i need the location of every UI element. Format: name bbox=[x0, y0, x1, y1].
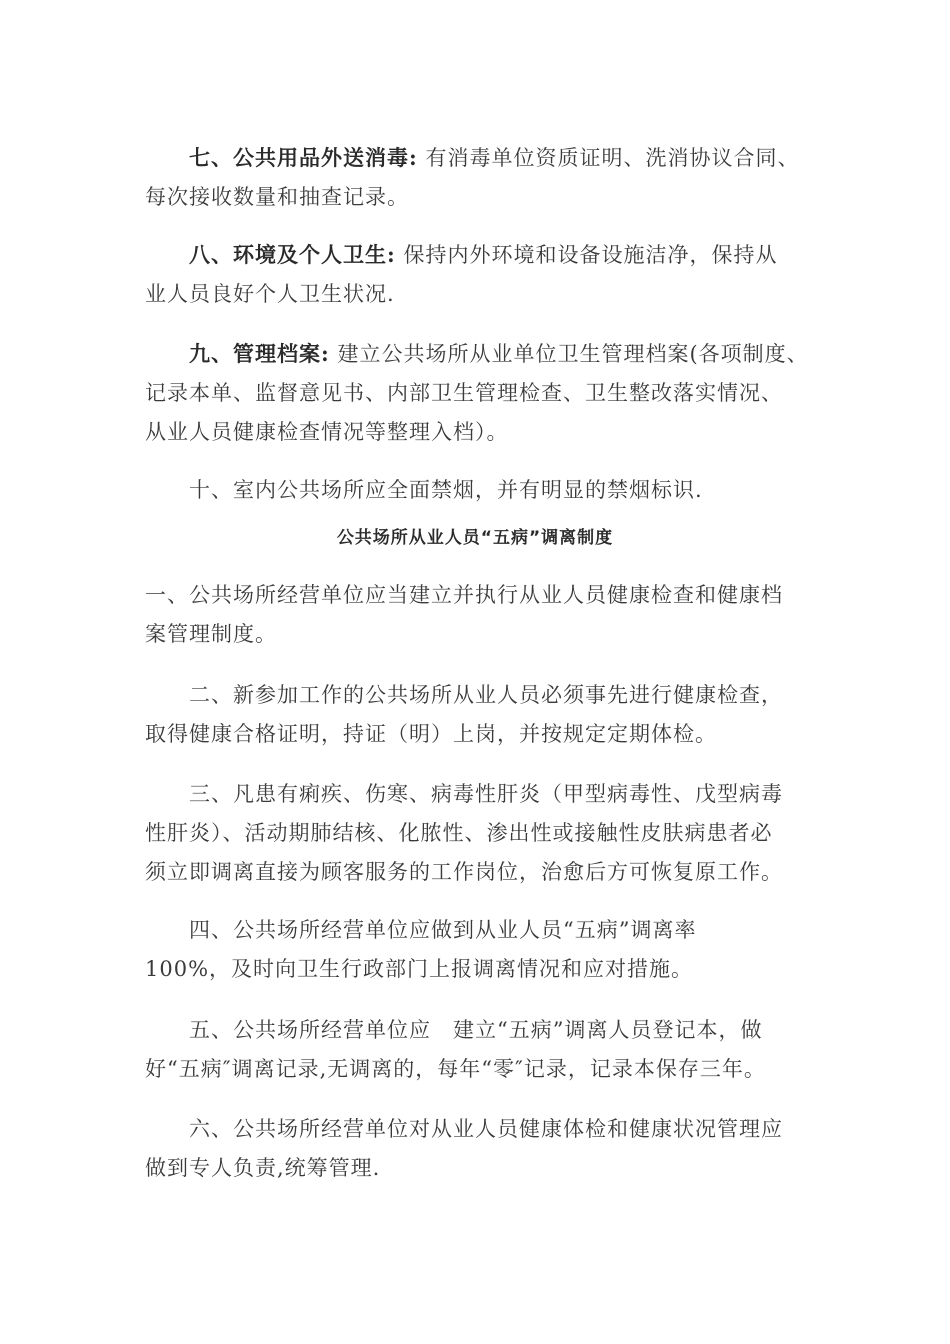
rule-2-paragraph bbox=[145, 676, 825, 754]
section-heading: 公共场所从业人员“五病”调离制度 bbox=[336, 528, 614, 548]
item-8-paragraph bbox=[145, 235, 825, 314]
rule-6-paragraph bbox=[145, 1110, 825, 1188]
item-7-label: 七、公共用品外送消毒: bbox=[189, 145, 418, 170]
item-9-line-3: 从业人员健康检查情况等整理入档）。 bbox=[145, 420, 509, 444]
item-9-text-1: 建立公共场所从业单位卫生管理档案(各项制度、 bbox=[337, 342, 809, 366]
rule-6-line-2: 做到专人负责,统筹管理. bbox=[145, 1156, 381, 1180]
item-7-line-2: 每次接收数量和抽查记录。 bbox=[145, 185, 409, 209]
item-9-line-1 bbox=[145, 334, 825, 374]
rule-3-paragraph bbox=[145, 775, 825, 892]
rule-3-line-1: 三、凡患有痢疾、伤寒、病毒性肝炎（甲型病毒性、戊型病毒 bbox=[189, 782, 783, 806]
rule-4-line-1: 四、公共场所经营单位应做到从业人员“五病”调离率 bbox=[189, 918, 697, 942]
rule-5-paragraph bbox=[145, 1011, 825, 1089]
rule-5-line-2: 好“五病″调离记录,无调离的，每年“零″记录，记录本保存三年。 bbox=[145, 1057, 766, 1081]
rule-3-line-2: 性肝炎）、活动期肺结核、化脓性、渗出性或接触性皮肤病患者必 bbox=[145, 821, 773, 845]
rule-3-line-3: 须立即调离直接为顾客服务的工作岗位，治愈后方可恢复原工作。 bbox=[145, 860, 783, 884]
rule-4-line-2: 100%，及时向卫生行政部门上报调离情况和应对措施。 bbox=[145, 957, 694, 981]
item-10-paragraph bbox=[145, 471, 825, 510]
item-7-paragraph bbox=[145, 138, 825, 217]
item-7-line-1 bbox=[145, 138, 825, 178]
rule-1-paragraph bbox=[145, 576, 825, 654]
item-8-label: 八、环境及个人卫生: bbox=[189, 242, 396, 267]
rule-2-line-2: 取得健康合格证明，持证（明）上岗，并按规定定期体检。 bbox=[145, 722, 717, 746]
item-8-line-1 bbox=[145, 235, 825, 275]
rule-1-line-2: 案管理制度。 bbox=[145, 622, 277, 646]
rule-1-line-1: 一、公共场所经营单位应当建立并执行从业人员健康检查和健康档 bbox=[145, 583, 783, 607]
rule-2-line-1: 二、新参加工作的公共场所从业人员必须事先进行健康检查， bbox=[189, 683, 783, 707]
rule-6-line-1: 六、公共场所经营单位对从业人员健康体检和健康状况管理应 bbox=[189, 1117, 783, 1141]
rule-4-paragraph bbox=[145, 911, 825, 989]
rule-5-line-1: 五、公共场所经营单位应 建立“五病”调离人员登记本，做 bbox=[189, 1018, 763, 1042]
item-9-line-2: 记录本单、监督意见书、内部卫生管理检查、卫生整改落实情况、 bbox=[145, 381, 783, 405]
item-9-label: 九、管理档案: bbox=[189, 341, 330, 366]
item-7-text-1: 有消毒单位资质证明、洗消协议合同、 bbox=[425, 146, 800, 170]
item-8-line-2: 业人员良好个人卫生状况. bbox=[145, 282, 395, 306]
item-8-text-1: 保持内外环境和设备设施洁净，保持从 bbox=[403, 243, 778, 267]
item-9-paragraph bbox=[145, 334, 825, 452]
item-10-line-1: 十、室内公共场所应全面禁烟，并有明显的禁烟标识. bbox=[189, 478, 703, 502]
